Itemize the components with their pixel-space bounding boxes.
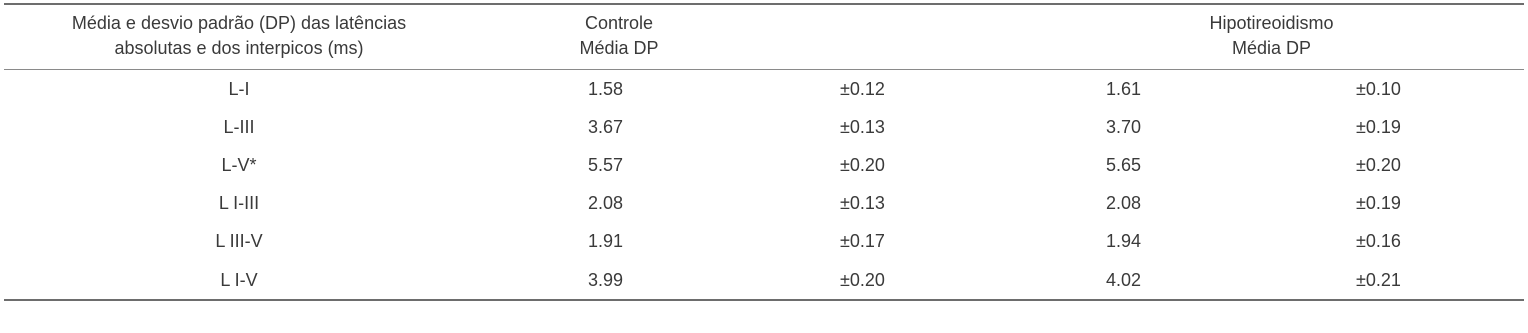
table-row: [4, 70, 1524, 108]
hipo-mean: 5.65: [1106, 154, 1142, 175]
header-hipo-line1: Hipotireoidismo: [1209, 13, 1334, 33]
controle-sd: ±0.20: [840, 154, 885, 175]
row-label: L I-V: [220, 269, 258, 290]
header-latency-line2: absolutas e dos interpicos (ms): [114, 38, 364, 58]
header-row: [4, 5, 1524, 69]
hipo-mean: 1.61: [1106, 78, 1142, 99]
header-hipo-line2: Média DP: [1231, 38, 1312, 58]
header-controle: [474, 5, 1024, 69]
controle-mean: 3.67: [588, 116, 624, 137]
controle-mean: 3.99: [588, 269, 624, 290]
table-row: [4, 185, 1524, 223]
controle-sd: ±0.12: [840, 78, 885, 99]
hipo-mean: 1.94: [1106, 231, 1142, 252]
hipo-sd: ±0.19: [1356, 116, 1401, 137]
bottom-rule: [4, 299, 1524, 301]
table-row: [4, 261, 1524, 299]
row-label: L I-III: [218, 193, 260, 214]
hipo-sd: ±0.16: [1356, 231, 1401, 252]
hipo-sd: ±0.20: [1356, 154, 1401, 175]
header-controle-line2: Média DP: [579, 38, 659, 58]
row-label: L III-V: [215, 231, 263, 252]
controle-mean: 1.91: [588, 231, 624, 252]
hipo-sd: ±0.21: [1356, 269, 1401, 290]
controle-sd: ±0.17: [840, 231, 885, 252]
table-row: [4, 146, 1524, 184]
controle-mean: 5.57: [588, 154, 624, 175]
controle-sd: ±0.13: [840, 116, 885, 137]
header-latency-line1: Média e desvio padrão (DP) das latências: [71, 13, 407, 33]
latency-table: [4, 3, 1524, 301]
header-controle-line1: Controle: [584, 13, 654, 33]
hipo-sd: ±0.10: [1356, 78, 1401, 99]
row-label: L-V*: [221, 154, 257, 175]
hipo-mean: 2.08: [1106, 193, 1142, 214]
table: [4, 5, 1524, 69]
hipo-sd: ±0.19: [1356, 193, 1401, 214]
controle-mean: 2.08: [588, 193, 624, 214]
hipo-mean: 4.02: [1106, 269, 1142, 290]
controle-sd: ±0.13: [840, 193, 885, 214]
table-row: [4, 108, 1524, 146]
table-row: [4, 223, 1524, 261]
header-hipotireoidismo: [1024, 5, 1524, 69]
row-label: L-III: [223, 116, 255, 137]
table-body: [4, 70, 1524, 299]
controle-sd: ±0.20: [840, 269, 885, 290]
controle-mean: 1.58: [588, 78, 624, 99]
hipo-mean: 3.70: [1106, 116, 1142, 137]
row-label: L-I: [228, 78, 250, 99]
